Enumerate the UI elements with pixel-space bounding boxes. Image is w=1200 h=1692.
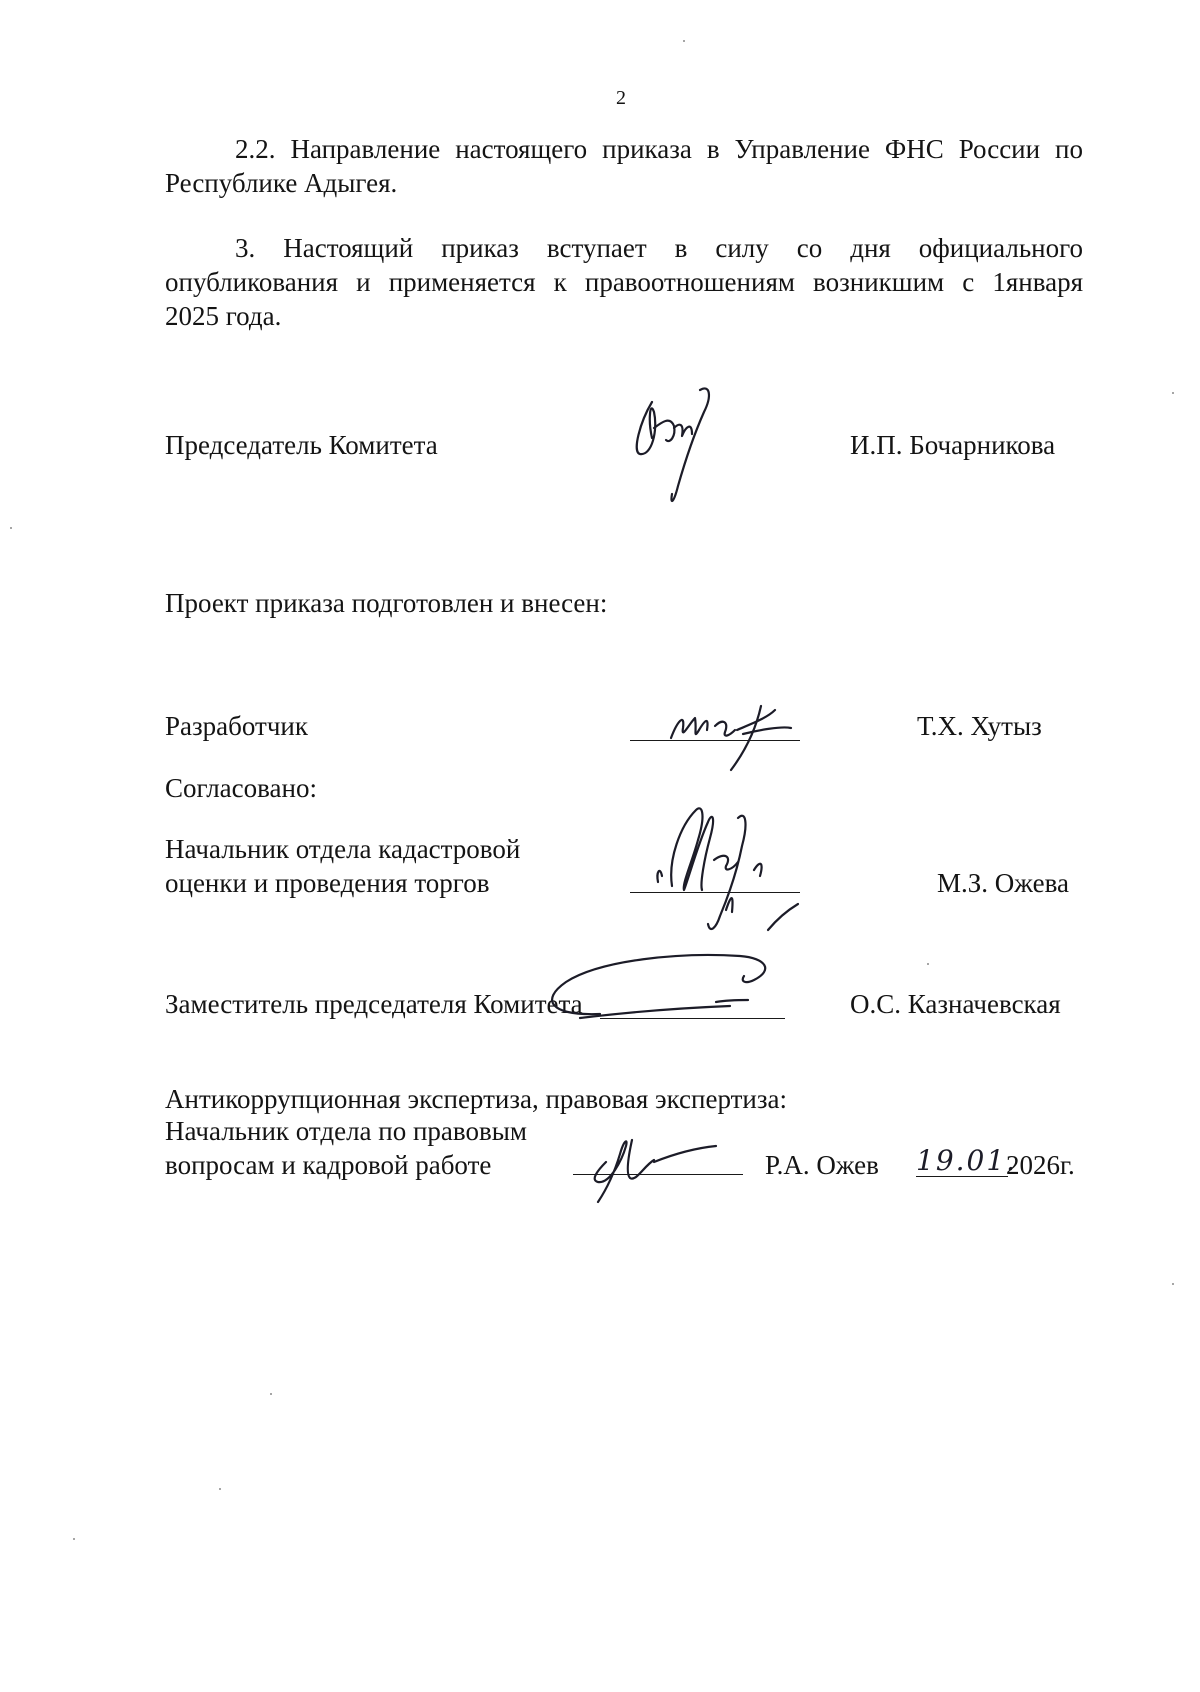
cadastral-head-name: М.З. Ожева [937,868,1069,898]
page-number: 2 [616,87,626,109]
deputy-chairman-name: О.С. Казначевская [850,989,1061,1019]
deputy-chairman-position: Заместитель председателя Комитета [165,989,583,1019]
cadastral-head-position-line-2: оценки и проведения торгов [165,868,490,898]
deputy-chairman-signature [540,930,800,1030]
expertise-position-line-2: вопросам и кадровой работе [165,1150,492,1180]
scan-speck [1172,392,1174,394]
cadastral-head-position-line-1: Начальник отдела кадастровой [165,834,521,864]
paragraph-3-line-3: 2025 года. [165,301,282,331]
expertise-position-line-1: Начальник отдела по правовым [165,1116,527,1146]
agreed-label: Согласовано: [165,773,317,803]
scan-speck [73,1538,75,1540]
expertise-date-handwritten: 19.01. [916,1144,1018,1177]
expertise-name: Р.А. Ожев [765,1150,879,1180]
paragraph-3 [165,231,1083,333]
scan-speck [927,963,929,965]
developer-position: Разработчик [165,711,308,741]
scan-speck [1172,1283,1174,1285]
expertise-title: Антикоррупционная экспертиза, правовая экспертиза: [165,1084,788,1114]
scan-speck [219,1488,221,1490]
scan-speck [683,40,685,42]
chairman-position: Председатель Комитета [165,430,438,460]
paragraph-3-line-1: 3. Настоящий приказ вступает в силу со дня официального [235,233,1083,263]
expertise-year: 2026г. [1006,1150,1075,1180]
scan-speck [10,527,12,529]
scan-speck [270,1393,272,1395]
paragraph-2-2-line-2: Республике Адыгея. [165,168,398,198]
developer-name: Т.Х. Хутыз [917,711,1042,741]
project-note: Проект приказа подготовлен и внесен: [165,588,608,618]
paragraph-2-2 [165,132,1083,200]
cadastral-head-signature [650,800,810,940]
paragraph-2-2-line-1: 2.2. Направление настоящего приказа в Управление ФНС России по [235,134,1083,164]
chairman-name: И.П. Бочарникова [850,430,1056,460]
expertise-signature [570,1118,730,1208]
developer-signature [665,700,805,772]
paragraph-3-line-2: опубликования и применяется к правоотношениям возникшим с 1января [165,267,1083,297]
chairman-signature [630,382,740,512]
